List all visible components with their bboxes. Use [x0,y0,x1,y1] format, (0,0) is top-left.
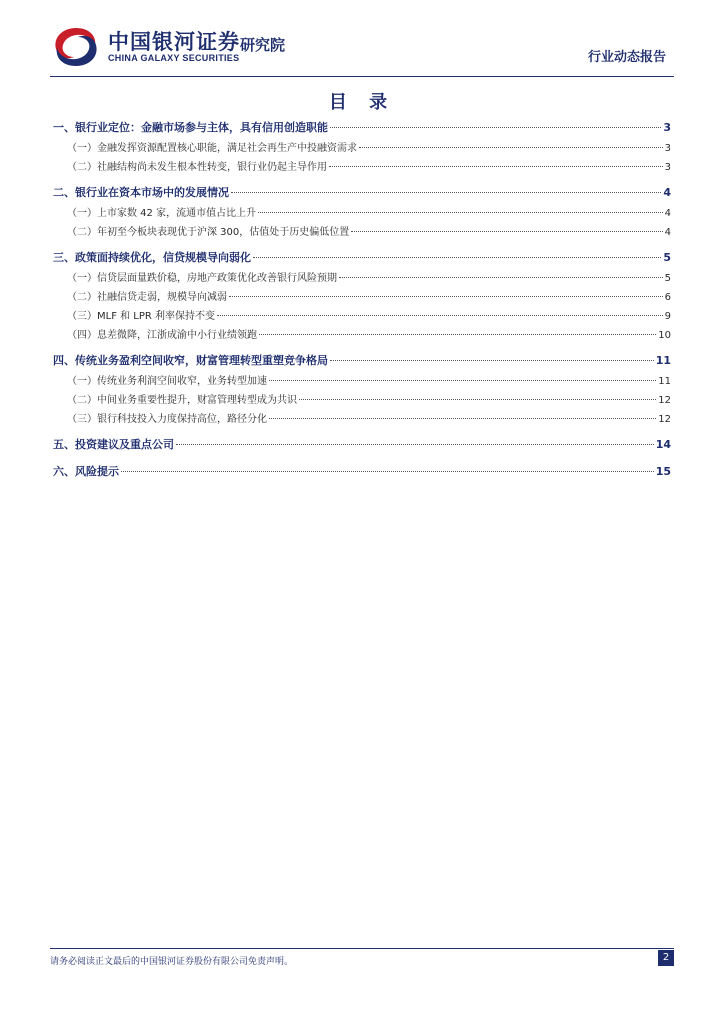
toc-chapter-entry[interactable] [53,349,671,372]
toc-entry-page: 5 [664,273,671,284]
toc-dot-leader [258,212,663,213]
toc-entry-page: 10 [658,330,671,341]
toc-entry-label: （二）社融信贷走弱，规模导向减弱 [67,292,227,303]
toc-dot-leader [121,471,654,472]
toc-chapter-entry[interactable] [53,246,671,269]
toc-dot-leader [217,315,663,316]
toc-section-entry[interactable] [53,410,671,429]
toc-entry-page: 5 [663,251,671,264]
toc-section-entry[interactable] [53,269,671,288]
footer-divider [50,948,674,949]
toc-entry-page: 4 [664,208,671,219]
page-header [50,20,674,75]
toc-entry-page: 12 [658,395,671,406]
toc-dot-leader [176,444,654,445]
toc-entry-page: 3 [664,162,671,173]
toc-entry-label: 一、银行业定位：金融市场参与主体，具有信用创造职能 [53,121,328,134]
brand-name-cn: 中国银河证券 [108,30,240,54]
toc-entry-page: 6 [664,292,671,303]
toc-chapter-entry[interactable] [53,433,671,456]
toc-section-entry[interactable] [53,139,671,158]
toc-dot-leader [253,257,661,258]
toc-dot-leader [269,380,656,381]
toc-entry-page: 3 [664,143,671,154]
toc-section-entry[interactable] [53,204,671,223]
page-number: 2 [658,950,674,966]
toc-entry-label: （一）信贷层面量跌价稳，房地产政策优化改善银行风险预期 [67,273,337,284]
toc-entry-label: 六、风险提示 [53,465,119,478]
toc-entry-label: （四）息差微降，江浙成渝中小行业绩领跑 [67,330,257,341]
toc-dot-leader [259,334,656,335]
toc-dot-leader [229,296,663,297]
toc-entry-page: 14 [655,438,671,451]
toc-dot-leader [329,166,663,167]
toc-entry-page: 9 [664,311,671,322]
toc-entry-label: （二）社融结构尚未发生根本性转变，银行业仍起主导作用 [67,162,327,173]
toc-section-entry[interactable] [53,307,671,326]
toc-entry-label: 四、传统业务盈利空间收窄，财富管理转型重塑竞争格局 [53,354,328,367]
toc-entry-label: 五、投资建议及重点公司 [53,438,174,451]
toc-entry-label: 二、银行业在资本市场中的发展情况 [53,186,229,199]
toc-dot-leader [269,418,656,419]
toc-entry-label: （一）金融发挥资源配置核心职能，满足社会再生产中投融资需求 [67,143,357,154]
toc-chapter-entry[interactable] [53,460,671,483]
toc-entry-label: （二）中间业务重要性提升，财富管理转型成为共识 [67,395,297,406]
toc-entry-label: 三、政策面持续优化，信贷规模导向弱化 [53,251,251,264]
toc-dot-leader [330,360,654,361]
toc-entry-page: 3 [663,121,671,134]
toc-entry-label: （一）上市家数 42 家，流通市值占比上升 [67,208,257,219]
toc-entry-page: 11 [655,354,671,367]
disclaimer-text: 请务必阅读正文最后的中国银河证券股份有限公司免责声明。 [50,957,294,967]
toc-entry-page: 15 [655,465,671,478]
header-divider [50,76,674,77]
toc-section-entry[interactable] [53,288,671,307]
toc-section-entry[interactable] [53,326,671,345]
toc-chapter-entry[interactable] [53,116,671,139]
institute-label: 研究院 [240,36,286,54]
toc-section-entry[interactable] [53,391,671,410]
toc-entry-page: 4 [663,186,671,199]
toc-chapter-entry[interactable] [53,181,671,204]
table-of-contents [53,116,671,483]
toc-entry-label: （一）传统业务利润空间收窄，业务转型加速 [67,376,267,387]
toc-dot-leader [359,147,663,148]
toc-entry-page: 4 [664,227,671,238]
toc-entry-page: 12 [658,414,671,425]
brand-name-en: CHINA GALAXY SECURITIES [108,53,240,63]
report-type-label: 行业动态报告 [587,50,666,65]
toc-entry-label: （二）年初至今板块表现优于沪深 300，估值处于历史偏低位置 [67,227,350,238]
toc-title: 目 录 [328,92,396,113]
toc-section-entry[interactable] [53,223,671,242]
toc-entry-page: 11 [658,376,671,387]
toc-entry-label: （三）MLF 和 LPR 利率保持不变 [67,311,216,322]
toc-dot-leader [299,399,656,400]
galaxy-logo-icon [50,24,102,70]
toc-dot-leader [339,277,663,278]
toc-section-entry[interactable] [53,372,671,391]
toc-entry-label: （三）银行科技投入力度保持高位，路径分化 [67,414,267,425]
toc-dot-leader [351,231,662,232]
toc-dot-leader [330,127,661,128]
toc-section-entry[interactable] [53,158,671,177]
toc-dot-leader [231,192,661,193]
